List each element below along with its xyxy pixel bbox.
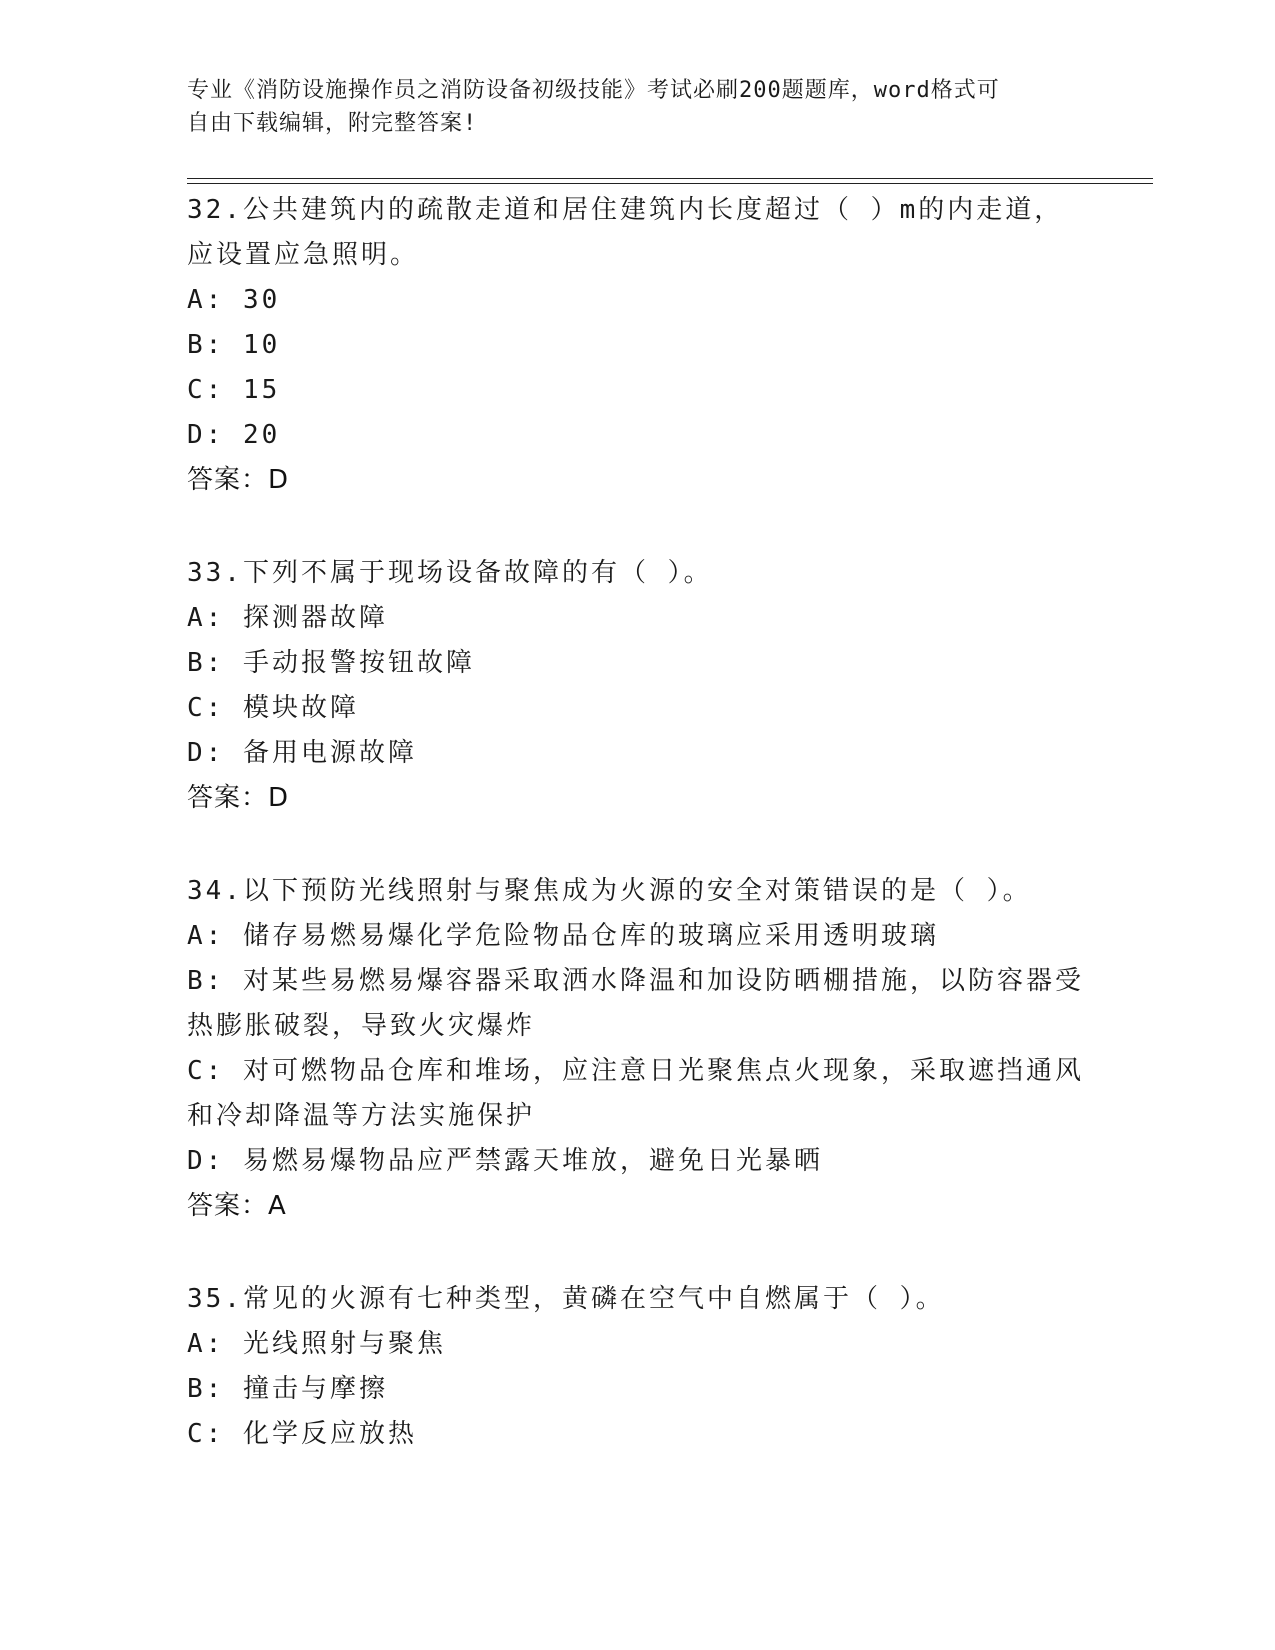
question-33: [187, 551, 1087, 821]
option-c: C: 对可燃物品仓库和堆场，应注意日光聚焦点火现象，采取遮挡通风: [187, 1056, 1084, 1086]
option-d: D: 备用电源故障: [187, 738, 417, 768]
option-d: D: 20: [187, 420, 281, 450]
question-stem: 34.以下预防光线照射与聚焦成为火源的安全对策错误的是（ ）。: [187, 876, 1032, 906]
answer-label: 答案：D: [187, 783, 290, 813]
question-list: [187, 188, 1087, 1505]
option-b: B: 撞击与摩擦: [187, 1374, 388, 1404]
question-32: [187, 188, 1087, 503]
option-b: B: 手动报警按钮故障: [187, 648, 475, 678]
option-a: A: 光线照射与聚焦: [187, 1329, 446, 1359]
header-line-2: 自由下载编辑，附完整答案!: [187, 111, 478, 136]
question-stem: 33.下列不属于现场设备故障的有（ ）。: [187, 558, 713, 588]
header-divider-bottom: [187, 183, 1153, 184]
option-b: B: 对某些易燃易爆容器采取洒水降温和加设防晒棚措施，以防容器受: [187, 966, 1084, 996]
question-stem-continued: 应设置应急照明。: [187, 240, 420, 270]
question-34: [187, 869, 1087, 1229]
question-stem: 32.公共建筑内的疏散走道和居住建筑内长度超过（ ）m的内走道，: [187, 195, 1064, 225]
option-a: A: 储存易燃易爆化学危险物品仓库的玻璃应采用透明玻璃: [187, 921, 939, 951]
header-divider-top: [187, 178, 1153, 179]
answer-label: 答案：D: [187, 465, 290, 495]
option-c-continued: 和冷却降温等方法实施保护: [187, 1101, 536, 1131]
option-b: B: 10: [187, 330, 281, 360]
option-a: A: 探测器故障: [187, 603, 388, 633]
option-d: D: 易燃易爆物品应严禁露天堆放，避免日光暴晒: [187, 1146, 823, 1176]
option-c: C: 模块故障: [187, 693, 359, 723]
option-a: A: 30: [187, 285, 281, 315]
option-c: C: 化学反应放热: [187, 1419, 417, 1449]
document-header: [187, 74, 1087, 140]
option-c: C: 15: [187, 375, 281, 405]
answer-label: 答案：A: [187, 1191, 287, 1221]
option-b-continued: 热膨胀破裂，导致火灾爆炸: [187, 1011, 536, 1041]
question-35: [187, 1277, 1087, 1457]
question-stem: 35.常见的火源有七种类型，黄磷在空气中自燃属于（ ）。: [187, 1284, 945, 1314]
header-line-1: 专业《消防设施操作员之消防设备初级技能》考试必刷200题题库，word格式可: [187, 78, 1000, 103]
